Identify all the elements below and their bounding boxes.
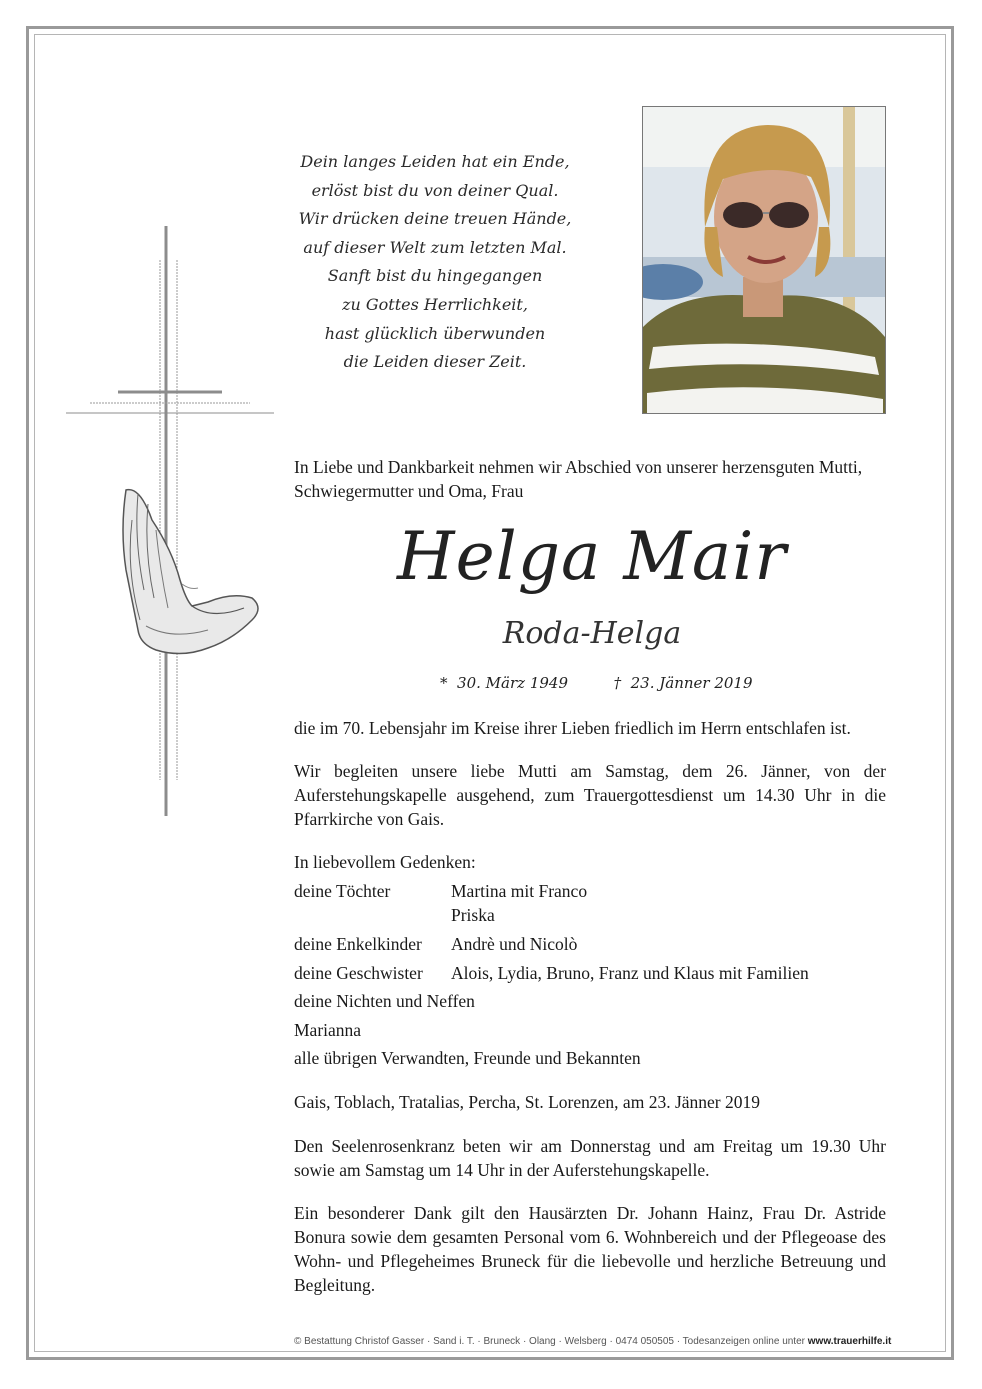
mourner-relation: deine Geschwister <box>294 963 423 983</box>
portrait-photo <box>642 106 886 414</box>
mourner-row <box>294 989 475 1013</box>
mourner-names: Priska <box>451 905 495 925</box>
mourner-names: Andrè und Nicolò <box>451 934 578 954</box>
rosary-text: Den Seelenrosenkranz beten wir am Donnerstag und am Freitag um 19.30 Uhr sowie am Samstag um 14 Uhr in der Auferstehungskapelle. <box>294 1136 886 1180</box>
funeral-text: Wir begleiten unsere liebe Mutti am Samstag, dem 26. Jänner, von der Auferstehungskapelle ausgehend, zum Trauergottesdienst um 14.30 Uhr in die Pfarrkirche von Gais. <box>294 761 886 829</box>
mourner-relation: deine Enkelkinder <box>294 934 422 954</box>
mourner-names: Martina mit Franco <box>451 881 588 901</box>
footer-text: © Bestattung Christof Gasser · Sand i. T. · Bruneck · Olang · Welsberg · 0474 050505 · Todesanzeigen online unter <box>294 1336 808 1347</box>
poem-line: die Leiden dieser Zeit. <box>343 352 527 372</box>
poem-line: auf dieser Welt zum letzten Mal. <box>303 237 567 257</box>
intro-text: In Liebe und Dankbarkeit nehmen wir Abschied von unserer herzensguten Mutti, Schwiegermutter und Oma, Frau <box>294 457 863 501</box>
deceased-name: Helga Mair <box>397 518 787 595</box>
poem-line: Wir drücken deine treuen Hände, <box>298 209 572 229</box>
mourner-relation: deine Nichten und Neffen <box>294 991 475 1011</box>
birth-date: 30. März 1949 <box>457 674 568 692</box>
poem-line: Dein langes Leiden hat ein Ende, <box>300 152 570 171</box>
mourner-relation: deine Töchter <box>294 881 391 901</box>
mourner-names: Alois, Lydia, Bruno, Franz und Klaus mit Familien <box>451 963 809 983</box>
poem-line: hast glücklich überwunden <box>324 323 546 343</box>
mourner-row <box>294 879 587 903</box>
poem-line: Sanft bist du hingegangen <box>327 266 543 286</box>
deceased-nickname: Roda-Helga <box>502 616 682 651</box>
thanks-text: Ein besonderer Dank gilt den Hausärzten Dr. Johann Hainz, Frau Dr. Astride Bonura sowie dem gesamten Personal vom 6. Wohnbereich und der Pflegeoase des Wohn- und Pflegeheimes Bruneck für die liebevolle und herzliche Betreuung und Begleitung. <box>294 1203 886 1295</box>
mourner-relation: alle übrigen Verwandten, Freunde und Bekannten <box>294 1048 641 1068</box>
mourner-row <box>294 932 577 956</box>
mourner-row <box>294 1046 641 1070</box>
passing-text: die im 70. Lebensjahr im Kreise ihrer Lieben friedlich im Herrn entschlafen ist. <box>294 718 851 738</box>
place-date: Gais, Toblach, Tratalias, Percha, St. Lorenzen, am 23. Jänner 2019 <box>294 1092 760 1112</box>
footer-url[interactable]: www.trauerhilfe.it <box>807 1336 892 1347</box>
mourner-row <box>294 903 495 927</box>
mourners-heading: In liebevollem Gedenken: <box>294 852 476 872</box>
mourner-row <box>294 1018 361 1042</box>
death-symbol: † <box>613 674 622 692</box>
mourner-relation: Marianna <box>294 1020 362 1040</box>
life-dates <box>440 674 753 692</box>
poem-line: zu Gottes Herrlichkeit, <box>342 294 528 314</box>
footer <box>294 1336 946 1347</box>
mourner-row <box>294 961 809 985</box>
poem <box>282 148 588 377</box>
poem-line: erlöst bist du von deiner Qual. <box>311 180 559 200</box>
death-date: 23. Jänner 2019 <box>630 674 753 692</box>
praying-hands-icon <box>112 480 264 675</box>
birth-symbol: * <box>440 674 448 692</box>
